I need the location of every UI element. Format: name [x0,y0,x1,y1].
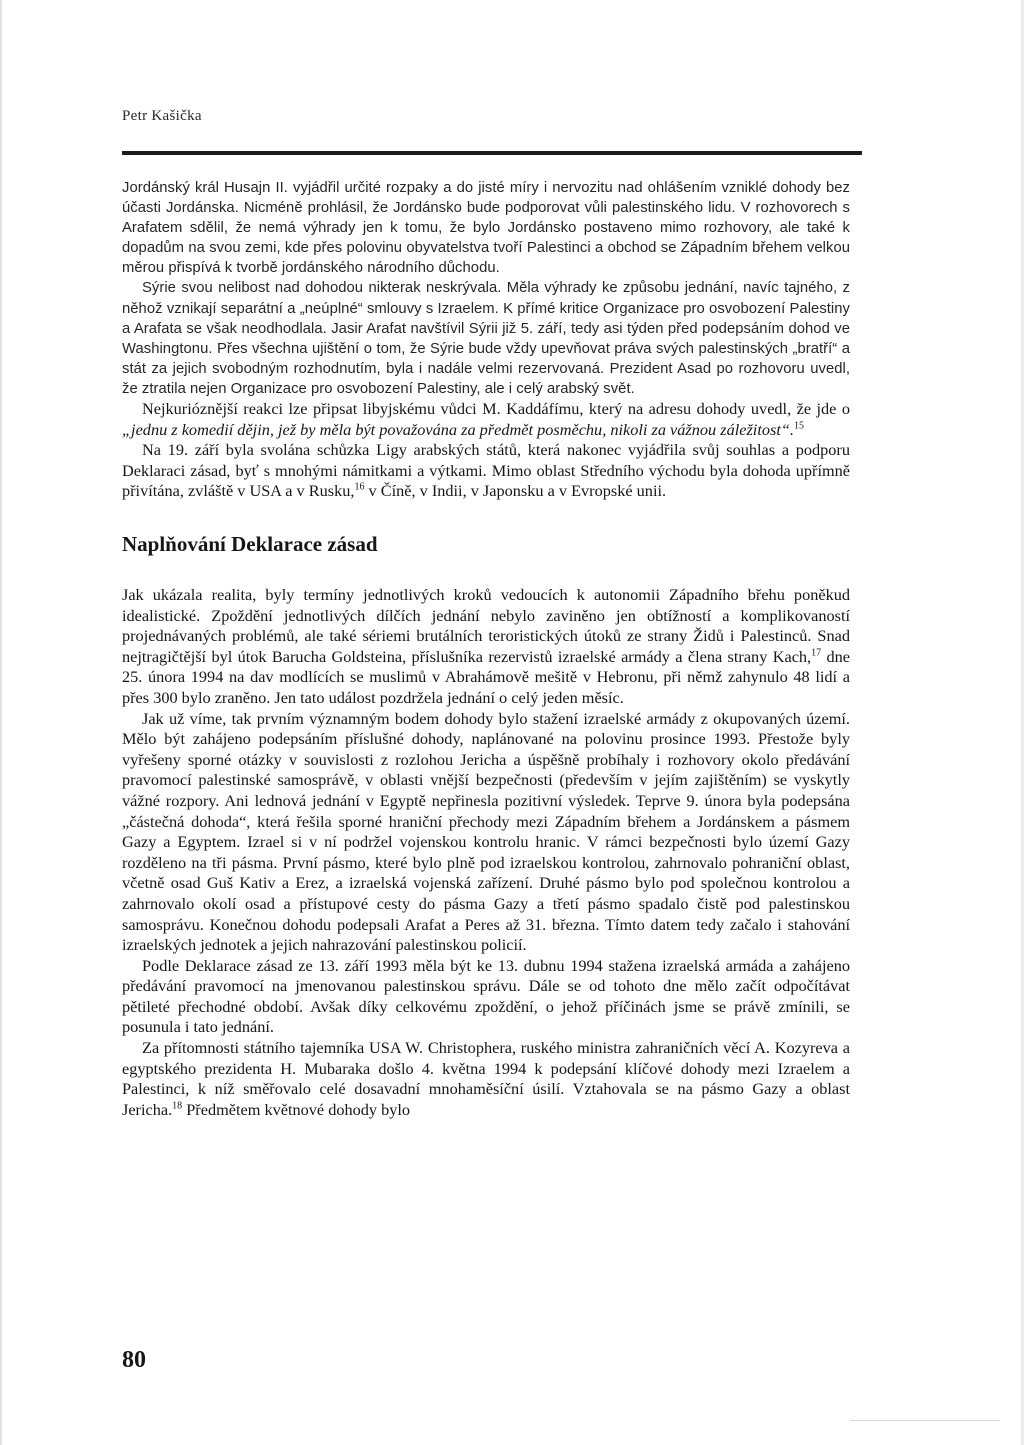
running-head: Petr Kašička [122,108,202,124]
paragraph-withdrawal: Jak už víme, tak prvním významným bodem dohody bylo stažení izraelské armády z okupovaných území. Mělo být zahájeno podepsáním příslušné dohody, naplánované na polovinu prosince 1993. Přestože byly vyřešeny sporné otázky v souvislosti z rozlohou Jericha a úspěšně probíhaly i rozhovory okolo předávání pravomocí palestinské samosprávě, v oblasti vnější bezpečnosti (především v jejím zajištěním) se vyskytly vážné rozpory. Ani lednová jednání v Egyptě nepřinesla pozitivní výsledek. Teprve 9. února byla podepsána „částečná dohoda“, která řešila sporné hraniční přechody mezi Západním břehem a Jordánskem a pásmem Gazy a Egyptem. Izrael si v ní podržel vojenskou kontrolu hranic. V rámci bezpečnosti bylo území Gazy rozděleno na tři pásma. První pásmo, které bylo plně pod izraelskou kontrolou, zahrnovalo pohraniční oblast, včetně osad Guš Kativ a Erez, a izraelská vojenská zařízení. Druhé pásmo bylo pod společnou kontrolou a zahrnovalo okolí osad a přístupové cesty do pásma Gazy a třetí pásmo spadalo čistě pod palestinskou samosprávu. Konečnou dohodu podepsali Arafat a Peres až 31. března. Tímto datem tedy začalo i stahování izraelských jednotek a jejich nahrazování palestinskou policií. [122,708,850,955]
scan-left-edge [0,0,2,1445]
arab-league-text-end: v Číně, v Indii, v Japonsku a v Evropské unii. [364,481,667,501]
reality-text: Jak ukázala realita, byly termíny jednotlivých kroků vedoucích k autonomii Západního břehu poněkud idealistické. Zpoždění jednotlivých dílčích jednání nebylo zaviněno jen obtížností a komplikovaností projednávaných problémů, ale také sériemi brutálních teroristických útoků ze strany Židů i Palestinců. Snad nejtragičtější byl útok Barucha Goldsteina, příslušníka rezervistů izraelské armády a člena strany Kach, [122,585,850,666]
may-agreement-text: Za přítomnosti státního tajemníka USA W. Christophera, ruského ministra zahraničních věcí A. Kozyreva a egyptského prezidenta H. Mubaraka došlo 4. května 1994 k podepsání klíčové dohody mezi Izraelem a Palestinci, k níž směřovalo celé dosavadní mnohaměsíční úsilí. Vztahovala se na pásmo Gazy a oblast Jericha. [122,1038,850,1119]
libya-text: Nejkurióznější reakci lze připsat libyjskému vůdci M. Kaddáfímu, který na adresu dohody uvedl, že jde o [142,399,850,419]
header-rule [122,151,862,155]
footnote-ref-16: 16 [354,481,365,493]
paragraph-jordan: Jordánský král Husajn II. vyjádřil určité rozpaky a do jisté míry i nervozitu nad ohlášením vzniklé dohody bez účasti Jordánska. Nicméně prohlásil, že Jordánsko bude podporovat vůli palestinského lidu. V rozhovorech s Arafatem sdělil, že nemá výhrady jen k tomu, že bylo Jordánsko postaveno mimo rozhovory, ale také k dopadům na svou zemi, kde přes polovinu obyvatelstva tvoří Palestinci a obchod se Západním břehem velkou měrou přispívá k tvorbě jordánského národního důchodu. [122,180,850,277]
kaddafi-quote: „jednu z komedií dějin, jež by měla být považována za předmět posměchu, nikoli za vážnou záležitost“. [122,419,794,439]
page-text [122,178,850,1120]
reality-text-end: dne 25. února 1994 na dav modlících se muslimů v Abrahámově mešitě v Hebronu, při němž zahynulo 48 lidí a přes 300 bylo zraněno. Jen tato událost pozdržela jednání o celý jeden měsíc. [122,646,851,707]
paragraph-libya [122,399,850,440]
may-agreement-text-end: Předmětem květnové dohody bylo [182,1099,411,1119]
intro-section [122,178,850,399]
footnote-ref-15: 15 [793,420,804,432]
paragraph-syria: Sýrie svou nelibost nad dohodou nikterak neskrývala. Měla výhrady ke způsobu jednání, navíc tajného, z něhož vznikají separátní a „neúplné“ smlouvy s Izraelem. K přímé kritice Organizace pro osvobození Palestiny a Arafata se však neodhodlala. Jasir Arafat navštívil Sýrii již 5. září, tedy asi týden před podepsáním dohod ve Washingtonu. Přes všechna ujištění o tom, že Sýrie bude vždy upevňovat práva svých palestinských „bratří“ a stát za jejich svobodným rozhodnutím, byla i nadále velmi rezervovaná. Prezident Asad po rozhovoru uvedl, že ztratila nejen Organizace pro osvobození Palestiny, ale i celý arabský svět. [122,280,850,397]
paragraph-may-agreement [122,1038,850,1120]
paragraph-declaration: Podle Deklarace zásad ze 13. září 1993 měla být ke 13. dubnu 1994 stažena izraelská armáda a zahájeno předávání pravomocí na jmenovanou palestinskou správu. Dále se od tohoto dne mělo začít odpočítávat pětileté přechodné období. Avšak díky celkovému zpoždění, o jehož příčinách jsme se právě zmínili, se posunula i tato jednání. [122,955,850,1037]
section-heading: Naplňování Deklarace zásad [122,532,378,556]
intro-section-cont [122,399,850,502]
paragraph-reality [122,585,850,709]
main-section [122,585,850,1120]
page-number: 80 [122,1347,146,1373]
scan-bottom-mark [850,1420,1000,1421]
footnote-ref-17: 17 [811,647,822,659]
arab-league-text: Na 19. září byla svolána schůzka Ligy arabských států, která nakonec vyjádřila svůj souhlas a podporu Deklaraci zásad, byť s mnohými námitkami a výtkami. Mimo oblast Středního východu byla dohoda upřímně přivítána, zvláště v USA a v Rusku, [122,440,850,501]
footnote-ref-18: 18 [172,1100,183,1112]
paragraph-arab-league [122,440,850,502]
